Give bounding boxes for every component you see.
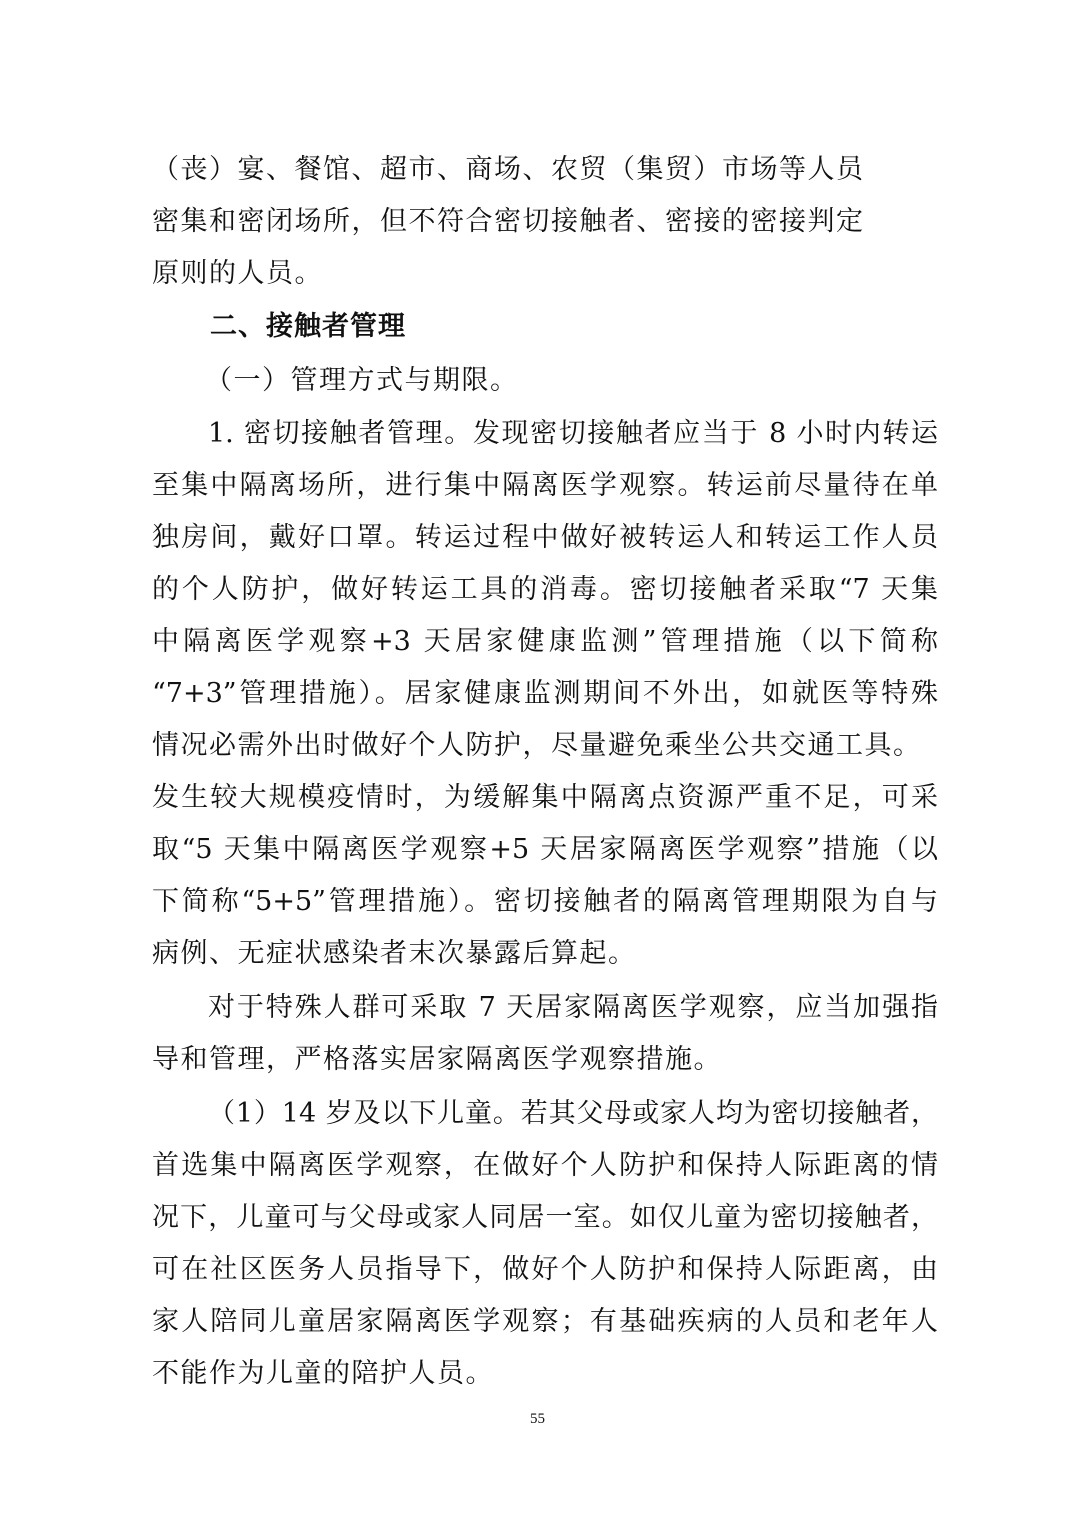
text-line: （1）14 岁及以下儿童。若其父母或家人均为密切接触者， — [208, 1098, 938, 1129]
section-heading: 二、接触者管理 — [210, 311, 406, 342]
text-line: 不能作为儿童的陪护人员。 — [152, 1358, 494, 1389]
text-line: （丧）宴、餐馆、超市、商场、农贸（集贸）市场等人员 — [152, 154, 865, 185]
text-line: 可在社区医务人员指导下，做好个人防护和保持人际距离，由 — [152, 1254, 938, 1285]
text-line: 情况必需外出时做好个人防护，尽量避免乘坐公共交通工具。 — [152, 730, 922, 761]
text-line: 独房间，戴好口罩。转运过程中做好被转运人和转运工作人员 — [152, 522, 938, 553]
page-number: 55 — [530, 1411, 545, 1427]
text-line: 首选集中隔离医学观察，在做好个人防护和保持人际距离的情 — [152, 1150, 938, 1181]
text-line: 对于特殊人群可采取 7 天居家隔离医学观察，应当加强指 — [208, 992, 938, 1023]
text-line: 的个人防护，做好转运工具的消毒。密切接触者采取“7 天集 — [152, 574, 938, 605]
text-line: 发生较大规模疫情时，为缓解集中隔离点资源严重不足，可采 — [152, 782, 938, 813]
text-line: 原则的人员。 — [152, 258, 323, 289]
text-line: 病例、无症状感染者末次暴露后算起。 — [152, 938, 637, 969]
text-line: 1. 密切接触者管理。发现密切接触者应当于 8 小时内转运 — [208, 418, 938, 449]
text-line: 至集中隔离场所，进行集中隔离医学观察。转运前尽量待在单 — [152, 470, 938, 501]
sub-heading: （一）管理方式与期限。 — [205, 365, 519, 396]
text-line: 下简称“5+5”管理措施）。密切接触者的隔离管理期限为自与 — [152, 886, 938, 917]
text-line: 导和管理，严格落实居家隔离医学观察措施。 — [152, 1044, 722, 1075]
text-line: 密集和密闭场所，但不符合密切接触者、密接的密接判定 — [152, 206, 865, 237]
text-line: 家人陪同儿童居家隔离医学观察；有基础疾病的人员和老年人 — [152, 1306, 938, 1337]
text-line: “7+3”管理措施）。居家健康监测期间不外出，如就医等特殊 — [152, 678, 938, 709]
text-line: 取“5 天集中隔离医学观察+5 天居家隔离医学观察”措施（以 — [152, 834, 938, 865]
text-line: 况下，儿童可与父母或家人同居一室。如仅儿童为密切接触者， — [152, 1202, 938, 1233]
text-line: 中隔离医学观察+3 天居家健康监测”管理措施（以下简称 — [152, 626, 938, 657]
